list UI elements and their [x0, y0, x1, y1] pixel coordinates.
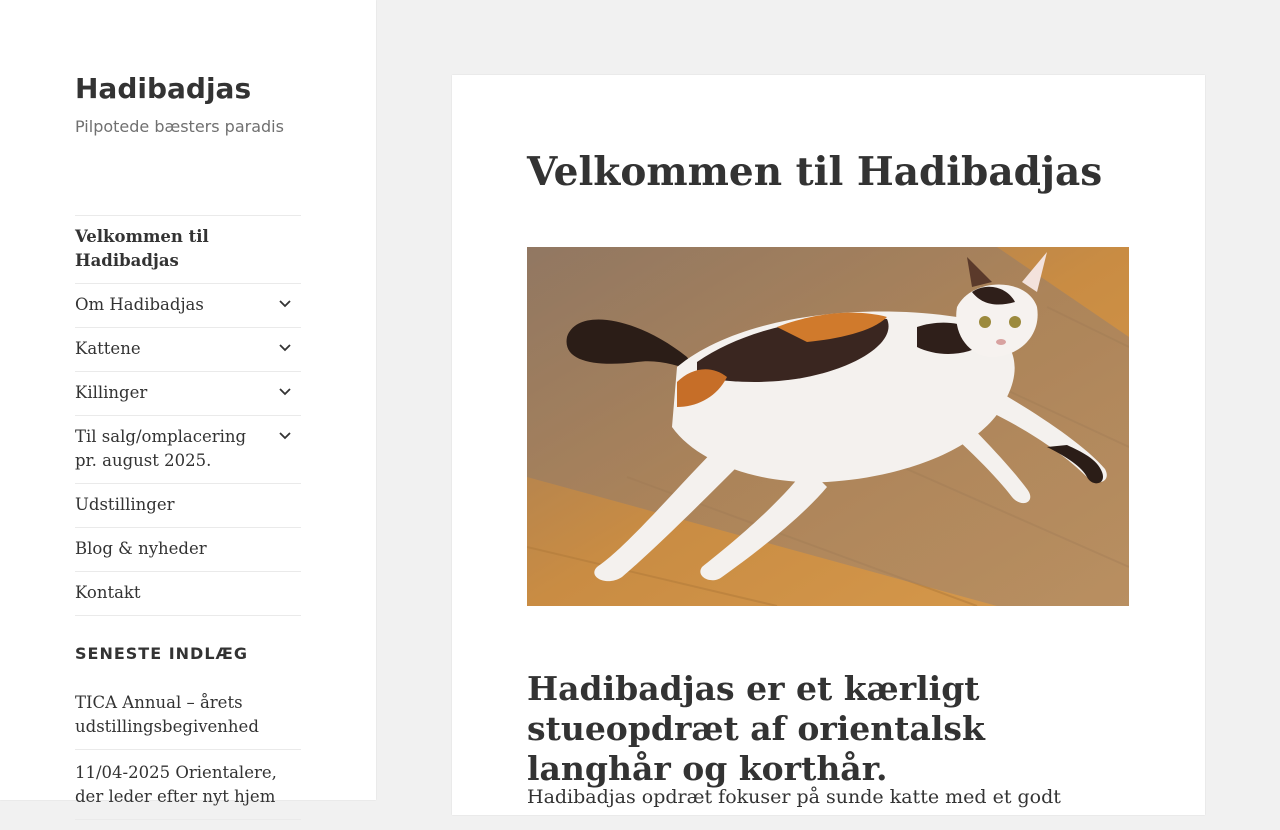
main-navigation — [75, 215, 301, 616]
content-paragraph: Hadibadjas opdræt fokuser på sunde katte med et godt — [527, 786, 1061, 808]
nav-item-velkommen[interactable] — [75, 216, 301, 284]
nav-item-label: Til salg/omplacering pr. august 2025. — [75, 427, 247, 470]
site-description: Pilpotede bæsters paradis — [75, 117, 284, 136]
recent-posts-title: SENESTE INDLÆG — [75, 644, 249, 663]
recent-post-link[interactable]: TICA Annual – årets udstillingsbegivenhed — [75, 690, 301, 750]
nav-item-label: Killinger — [75, 383, 148, 402]
recent-post-link[interactable]: 11/04-2025 Orientalere, der leder efter nyt hjem — [75, 760, 301, 820]
content-heading: Hadibadjas er et kærligt stueopdræt af orientalsk langhår og korthår. — [527, 669, 985, 788]
chevron-down-icon[interactable] — [273, 336, 297, 360]
page-title: Velkommen til Hadibadjas — [527, 149, 1103, 195]
nav-item-label: Velkommen til Hadibadjas — [75, 227, 209, 270]
site-title[interactable]: Hadibadjas — [75, 72, 252, 105]
nav-item-udstillinger[interactable] — [75, 484, 301, 528]
nav-item-label: Kontakt — [75, 583, 141, 602]
chevron-down-icon[interactable] — [273, 424, 297, 448]
chevron-down-icon[interactable] — [273, 292, 297, 316]
nav-item-kattene[interactable] — [75, 328, 301, 372]
sidebar — [0, 0, 376, 806]
nav-item-label: Blog & nyheder — [75, 539, 207, 558]
nav-item-til-salg[interactable] — [75, 416, 301, 484]
chevron-down-icon[interactable] — [273, 380, 297, 404]
content-card — [452, 75, 1205, 815]
nav-item-killinger[interactable] — [75, 372, 301, 416]
recent-posts-list — [75, 690, 301, 830]
nav-item-label: Udstillinger — [75, 495, 175, 514]
nav-item-label: Om Hadibadjas — [75, 295, 204, 314]
cat-photo — [527, 247, 1129, 606]
nav-item-kontakt[interactable] — [75, 572, 301, 616]
nav-item-blog[interactable] — [75, 528, 301, 572]
nav-item-label: Kattene — [75, 339, 141, 358]
nav-item-om-hadibadjas[interactable] — [75, 284, 301, 328]
